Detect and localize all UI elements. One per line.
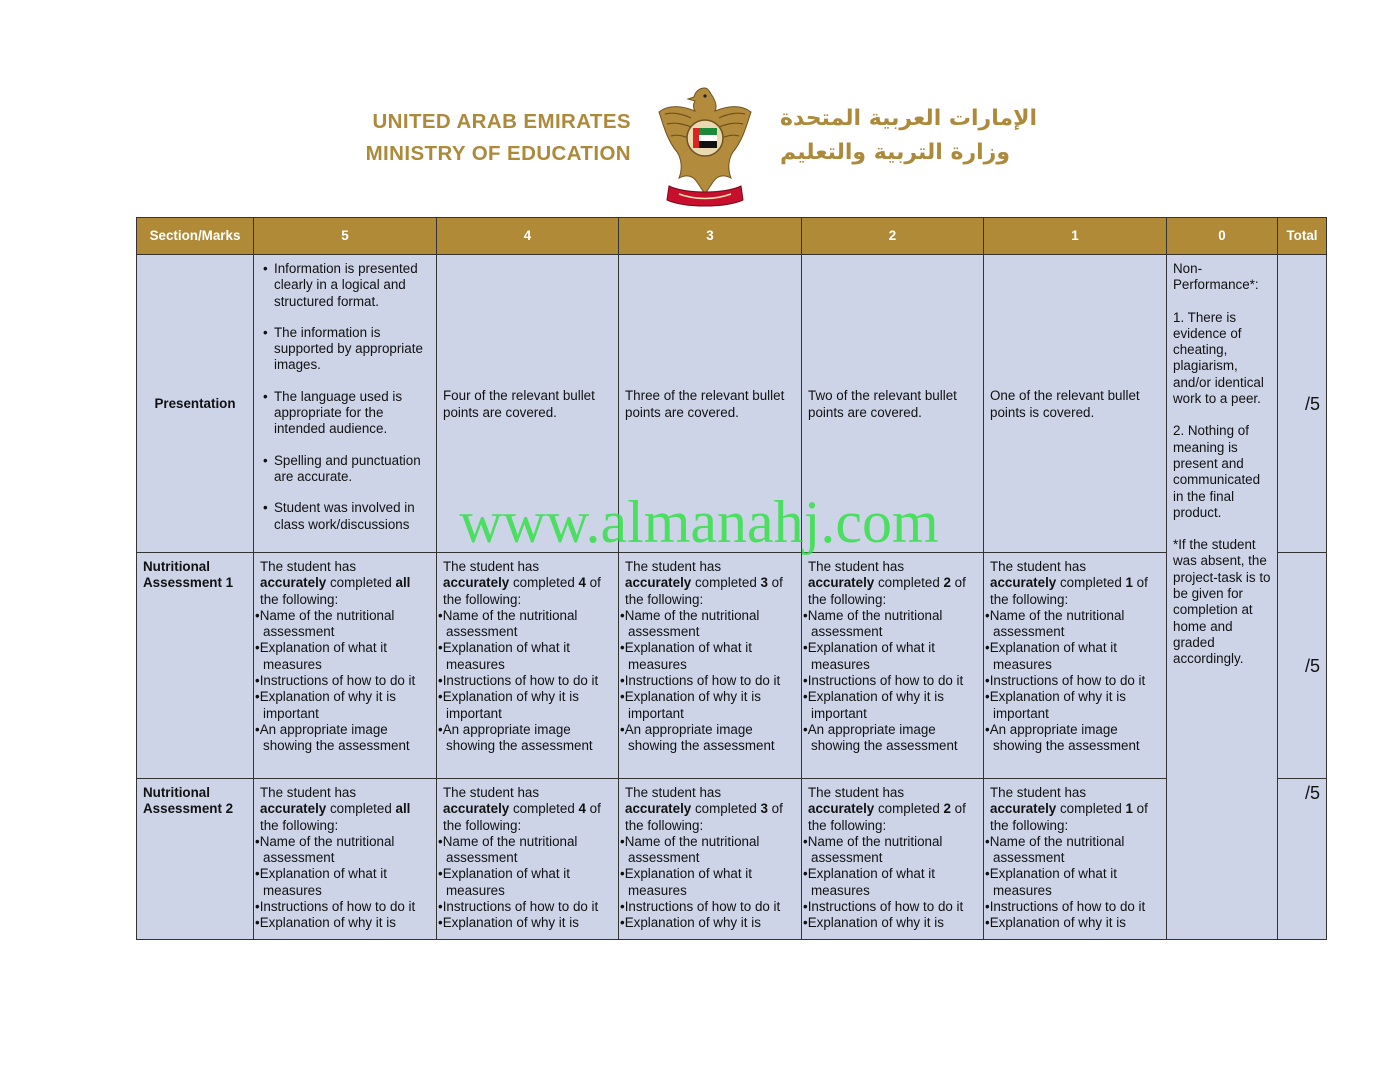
presentation-row bbox=[137, 255, 1327, 553]
list-item: •Explanation of why it is important bbox=[985, 689, 1126, 721]
list-item: •Instructions of how to do it bbox=[620, 899, 781, 915]
criteria-completed: completed bbox=[326, 801, 396, 817]
criteria-completed: completed bbox=[1056, 801, 1126, 817]
criteria-following: of the following: bbox=[808, 801, 966, 833]
criteria-following: of the following: bbox=[625, 575, 783, 607]
criteria-accurately: accurately bbox=[443, 801, 510, 817]
criteria-quantity: 1 bbox=[1125, 575, 1133, 591]
criteria-intro: The student has bbox=[808, 559, 905, 574]
list-item: •Explanation of why it is important bbox=[620, 689, 761, 721]
header-total: Total bbox=[1278, 218, 1327, 255]
list-item: •An appropriate image showing the assessment bbox=[438, 721, 593, 754]
list-item: • The language used is appropriate for the intended audience. bbox=[274, 389, 430, 438]
criteria-accurately: accurately bbox=[990, 801, 1057, 817]
header-mark-5: 5 bbox=[254, 218, 437, 255]
presentation-criteria-5 bbox=[254, 255, 437, 553]
criteria-intro: The student has bbox=[625, 785, 722, 800]
criteria-following: of the following: bbox=[443, 801, 601, 833]
list-item: •Instructions of how to do it bbox=[620, 673, 781, 689]
list-item: •Instructions of how to do it bbox=[985, 899, 1146, 915]
criteria-quantity: 1 bbox=[1125, 801, 1133, 817]
assessment2-criteria-4 bbox=[437, 779, 619, 940]
list-item: •An appropriate image showing the assessment bbox=[803, 721, 958, 754]
header-english bbox=[366, 106, 631, 170]
list-item: • Spelling and punctuation are accurate. bbox=[274, 453, 430, 486]
list-item: •Explanation of what it measures bbox=[803, 866, 935, 898]
list-item: •Explanation of why it is bbox=[985, 915, 1126, 931]
non-performance-note: *If the student was absent, the project-task is to be given for completion at home and graded accordingly. bbox=[1173, 537, 1271, 667]
criteria-accurately: accurately bbox=[808, 575, 875, 591]
list-item: •Explanation of what it measures bbox=[985, 866, 1117, 898]
criteria-completed: completed bbox=[509, 801, 579, 817]
header-country: UNITED ARAB EMIRATES bbox=[372, 110, 631, 133]
section-nutritional-assessment-2: Nutritional Assessment 2 bbox=[137, 779, 254, 940]
list-item: •Name of the nutritional assessment bbox=[438, 607, 578, 640]
criteria-intro: The student has bbox=[808, 785, 905, 800]
header-country-arabic: الإمارات العربية المتحدة bbox=[780, 106, 1038, 131]
list-item: •Explanation of why it is bbox=[255, 915, 396, 931]
criteria-intro: The student has bbox=[260, 785, 357, 800]
presentation-criteria-3: Three of the relevant bullet points are covered. bbox=[619, 255, 802, 553]
criteria-completed: completed bbox=[691, 801, 761, 817]
criteria-quantity: all bbox=[395, 575, 411, 591]
list-item: •An appropriate image showing the assessment bbox=[620, 721, 775, 754]
header-mark-0: 0 bbox=[1167, 218, 1278, 255]
criteria-quantity: 3 bbox=[760, 575, 768, 591]
criteria-following: of the following: bbox=[990, 575, 1148, 607]
section-nutritional-assessment-1: Nutritional Assessment 1 bbox=[137, 553, 254, 779]
list-item: •Explanation of what it measures bbox=[255, 866, 387, 898]
watermark: www.almanahj.com bbox=[459, 489, 939, 555]
list-item: •Name of the nutritional assessment bbox=[803, 833, 943, 866]
non-performance-cell bbox=[1167, 255, 1278, 940]
criteria-completed: completed bbox=[874, 801, 944, 817]
non-performance-title: Non-Performance*: bbox=[1173, 261, 1259, 293]
list-item: •Instructions of how to do it bbox=[803, 899, 964, 915]
assessment2-criteria-1 bbox=[984, 779, 1167, 940]
assessment2-row bbox=[137, 779, 1327, 940]
header-mark-4: 4 bbox=[437, 218, 619, 255]
list-item: •Explanation of what it measures bbox=[255, 640, 387, 672]
presentation-criteria-4: Four of the relevant bullet points are covered. bbox=[437, 255, 619, 553]
assessment1-total: /5 bbox=[1278, 553, 1327, 779]
criteria-quantity: 2 bbox=[943, 801, 951, 817]
presentation-total: /5 bbox=[1278, 255, 1327, 553]
list-item: • The information is supported by appropriate images. bbox=[274, 325, 430, 374]
assessment1-criteria-5 bbox=[254, 553, 437, 779]
assessment1-criteria-1 bbox=[984, 553, 1167, 779]
criteria-following: of the following: bbox=[625, 801, 783, 833]
criteria-intro: The student has bbox=[443, 785, 540, 800]
non-performance-point-1: 1. There is evidence of cheating, plagiarism, and/or identical work to a peer. bbox=[1173, 309, 1264, 407]
criteria-accurately: accurately bbox=[443, 575, 510, 591]
criteria-following: of the following: bbox=[443, 575, 601, 607]
list-item: •Name of the nutritional assessment bbox=[985, 833, 1125, 866]
criteria-completed: completed bbox=[874, 575, 944, 591]
list-item: •Name of the nutritional assessment bbox=[438, 833, 578, 866]
header-section-marks: Section/Marks bbox=[137, 218, 254, 255]
header-mark-1: 1 bbox=[984, 218, 1167, 255]
list-item: •Explanation of what it measures bbox=[438, 866, 570, 898]
section-presentation: Presentation bbox=[137, 255, 254, 553]
list-item: •Explanation of why it is bbox=[620, 915, 761, 931]
list-item: •Explanation of what it measures bbox=[438, 640, 570, 672]
list-item: •Name of the nutritional assessment bbox=[255, 607, 395, 640]
non-performance-point-2: 2. Nothing of meaning is present and communicated in the final product. bbox=[1173, 423, 1261, 520]
presentation-criteria-2: Two of the relevant bullet points are covered. bbox=[802, 255, 984, 553]
header-mark-3: 3 bbox=[619, 218, 802, 255]
list-item: •Instructions of how to do it bbox=[255, 673, 416, 689]
criteria-quantity: all bbox=[395, 801, 411, 817]
criteria-intro: The student has bbox=[990, 785, 1087, 800]
assessment1-criteria-2 bbox=[802, 553, 984, 779]
list-item: • Information is presented clearly in a logical and structured format. bbox=[274, 261, 430, 310]
assessment2-total: /5 bbox=[1278, 779, 1327, 940]
presentation-criteria-1: One of the relevant bullet points is covered. bbox=[984, 255, 1167, 553]
uae-falcon-emblem-icon bbox=[655, 82, 755, 210]
criteria-quantity: 2 bbox=[943, 575, 951, 591]
assessment1-criteria-3 bbox=[619, 553, 802, 779]
list-item: •Explanation of why it is important bbox=[803, 689, 944, 721]
list-item: •Name of the nutritional assessment bbox=[255, 833, 395, 866]
criteria-accurately: accurately bbox=[808, 801, 875, 817]
list-item: •Explanation of what it measures bbox=[985, 640, 1117, 672]
criteria-following: the following: bbox=[260, 817, 339, 833]
list-item: •Explanation of why it is bbox=[803, 915, 944, 931]
criteria-following: of the following: bbox=[990, 801, 1148, 833]
list-item: •Instructions of how to do it bbox=[438, 673, 599, 689]
criteria-completed: completed bbox=[509, 575, 579, 591]
criteria-following: the following: bbox=[260, 591, 339, 607]
assessment2-criteria-3 bbox=[619, 779, 802, 940]
list-item: •Explanation of why it is important bbox=[438, 689, 579, 721]
list-item: •An appropriate image showing the assessment bbox=[255, 721, 410, 754]
list-item: •Explanation of what it measures bbox=[620, 640, 752, 672]
assessment2-criteria-5 bbox=[254, 779, 437, 940]
list-item: •Explanation of why it is important bbox=[255, 689, 396, 721]
header-mark-2: 2 bbox=[802, 218, 984, 255]
criteria-accurately: accurately bbox=[260, 801, 327, 817]
criteria-accurately: accurately bbox=[260, 575, 327, 591]
criteria-accurately: accurately bbox=[625, 575, 692, 591]
header-row bbox=[137, 218, 1327, 255]
assessment1-criteria-4 bbox=[437, 553, 619, 779]
criteria-intro: The student has bbox=[625, 559, 722, 574]
header-ministry: MINISTRY OF EDUCATION bbox=[365, 142, 631, 165]
assessment1-row bbox=[137, 553, 1327, 779]
list-item: •Name of the nutritional assessment bbox=[620, 607, 760, 640]
criteria-quantity: 4 bbox=[578, 575, 586, 591]
criteria-following: of the following: bbox=[808, 575, 966, 607]
list-item: •Name of the nutritional assessment bbox=[620, 833, 760, 866]
list-item: •Explanation of what it measures bbox=[803, 640, 935, 672]
list-item: •Name of the nutritional assessment bbox=[985, 607, 1125, 640]
header-ministry-arabic: وزارة التربية والتعليم bbox=[780, 140, 1010, 165]
criteria-completed: completed bbox=[326, 575, 396, 591]
criteria-quantity: 4 bbox=[578, 801, 586, 817]
criteria-intro: The student has bbox=[260, 559, 357, 574]
criteria-accurately: accurately bbox=[990, 575, 1057, 591]
criteria-intro: The student has bbox=[443, 559, 540, 574]
criteria-accurately: accurately bbox=[625, 801, 692, 817]
header-arabic bbox=[780, 102, 1037, 170]
criteria-completed: completed bbox=[691, 575, 761, 591]
rubric-table bbox=[136, 217, 1327, 940]
criteria-intro: The student has bbox=[990, 559, 1087, 574]
criteria-completed: completed bbox=[1056, 575, 1126, 591]
criteria-quantity: 3 bbox=[760, 801, 768, 817]
list-item: •Explanation of why it is bbox=[438, 915, 579, 931]
list-item: •Instructions of how to do it bbox=[803, 673, 964, 689]
list-item: •Instructions of how to do it bbox=[255, 899, 416, 915]
list-item: •Instructions of how to do it bbox=[985, 673, 1146, 689]
list-item: • Student was involved in class work/discussions bbox=[274, 500, 430, 533]
list-item: •An appropriate image showing the assessment bbox=[985, 721, 1140, 754]
list-item: •Instructions of how to do it bbox=[438, 899, 599, 915]
list-item: •Explanation of what it measures bbox=[620, 866, 752, 898]
assessment2-criteria-2 bbox=[802, 779, 984, 940]
list-item: •Name of the nutritional assessment bbox=[803, 607, 943, 640]
